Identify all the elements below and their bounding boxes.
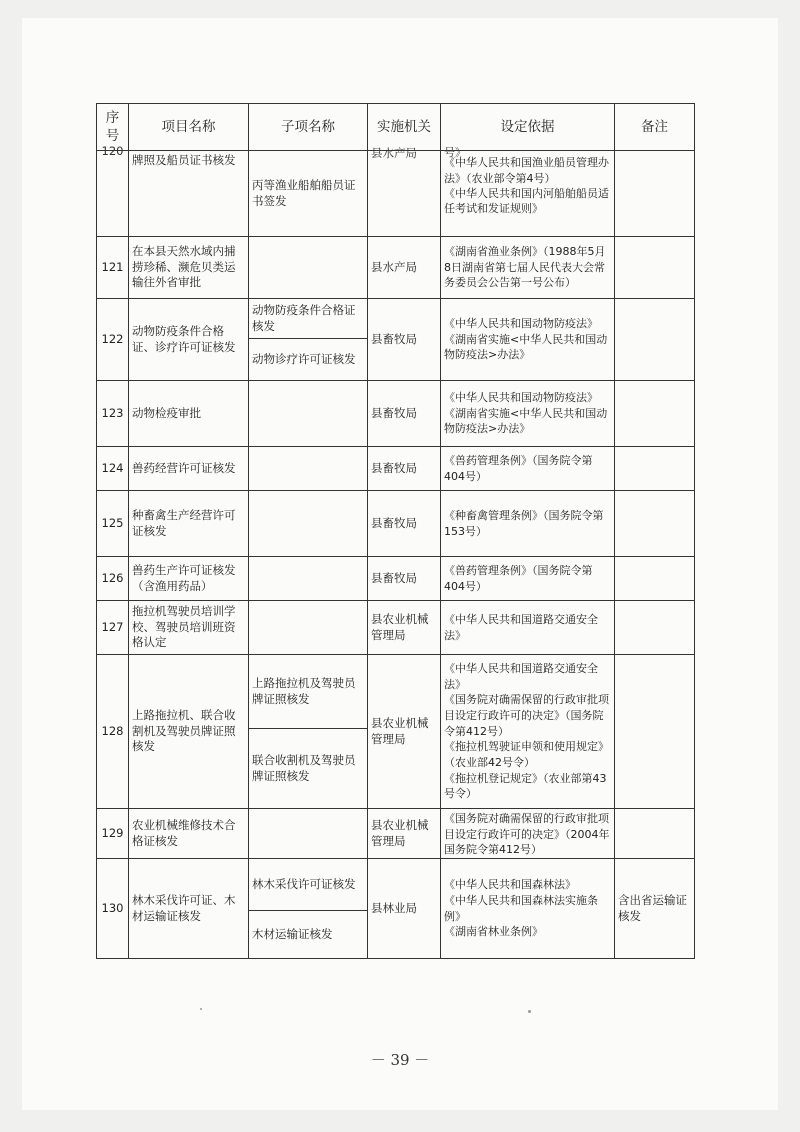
agency: 县畜牧局 bbox=[368, 299, 441, 381]
scan-speck bbox=[528, 1010, 531, 1013]
table-row bbox=[97, 601, 695, 655]
table-row bbox=[97, 151, 695, 237]
legal-basis: 《中华人民共和国道路交通安全法》 bbox=[441, 601, 615, 655]
legal-basis bbox=[441, 655, 615, 809]
table-row bbox=[97, 299, 695, 339]
item-name: 兽药经营许可证核发 bbox=[129, 447, 249, 491]
item-name: 动物防疫条件合格证、诊疗许可证核发 bbox=[129, 299, 249, 381]
header-item-name: 项目名称 bbox=[129, 104, 249, 151]
page-number: － 39 － bbox=[370, 1051, 430, 1069]
table-row bbox=[97, 859, 695, 911]
note bbox=[615, 491, 695, 557]
table-row bbox=[97, 809, 695, 859]
basis-line: 《国务院对确需保留的行政审批项目设定行政许可的决定》（国务院令第412号） bbox=[444, 693, 609, 738]
row-number: 120 bbox=[101, 144, 124, 158]
basis-text: 《国务院对确需保留的行政审批项目设定行政许可的决定》（2004年国务院令第412号） bbox=[444, 812, 610, 857]
sub-item-name bbox=[249, 491, 368, 557]
row-number: 128 bbox=[97, 655, 129, 809]
sub-item-name bbox=[249, 381, 368, 447]
table-row bbox=[97, 655, 695, 729]
agency: 县畜牧局 bbox=[368, 491, 441, 557]
note bbox=[615, 557, 695, 601]
table-row bbox=[97, 381, 695, 447]
row-number: 123 bbox=[97, 381, 129, 447]
header-basis: 设定依据 bbox=[441, 104, 615, 151]
basis-line: 《湖南省实施<中华人民共和国动物防疫法>办法》 bbox=[444, 332, 608, 362]
note bbox=[615, 655, 695, 809]
agency: 县水产局 bbox=[368, 237, 441, 299]
legal-basis: 《兽药管理条例》（国务院令第404号） bbox=[441, 557, 615, 601]
legal-basis bbox=[441, 381, 615, 447]
sub-item-name bbox=[249, 601, 368, 655]
agency: 县畜牧局 bbox=[368, 557, 441, 601]
note bbox=[615, 381, 695, 447]
sub-item-name: 上路拖拉机及驾驶员牌证照核发 bbox=[249, 655, 368, 729]
basis-line: 《拖拉机登记规定》（农业部第43号令） bbox=[444, 771, 607, 801]
basis-line: 《中华人民共和国动物防疫法》 bbox=[444, 391, 598, 405]
basis-line: 《中华人民共和国动物防疫法》 bbox=[444, 317, 598, 331]
basis-line: 《中华人民共和国森林法》 bbox=[444, 878, 576, 892]
row-number: 121 bbox=[97, 237, 129, 299]
legal-basis: 《湖南省渔业条例》（1988年5月8日湖南省第七届人民代表大会常务委员会公告第一号公布） bbox=[441, 237, 615, 299]
item-name: 在本县天然水域内捕捞珍稀、濒危贝类运输往外省审批 bbox=[129, 237, 249, 299]
note bbox=[615, 447, 695, 491]
sub-item-name bbox=[249, 237, 368, 299]
legal-basis: 《兽药管理条例》（国务院令第404号） bbox=[441, 447, 615, 491]
sub-item-name: 丙等渔业船舶船员证书签发 bbox=[249, 151, 368, 237]
basis-line: 《中华人民共和国渔业船员管理办法》（农业部令第4号） bbox=[444, 156, 609, 185]
basis-line: 《湖南省实施<中华人民共和国动物防疫法>办法》 bbox=[444, 406, 608, 436]
legal-basis bbox=[441, 859, 615, 959]
sub-item-name: 林木采伐许可证核发 bbox=[249, 859, 368, 911]
table-header-row bbox=[97, 104, 695, 151]
note: 含出省运输证核发 bbox=[615, 859, 695, 959]
basis-line: 《拖拉机驾驶证申领和使用规定》（农业部42号令） bbox=[444, 740, 609, 769]
table-row bbox=[97, 447, 695, 491]
item-name: 拖拉机驾驶员培训学校、驾驶员培训班资格认定 bbox=[129, 601, 249, 655]
row-number: 125 bbox=[97, 491, 129, 557]
legal-basis bbox=[441, 299, 615, 381]
header-sub-item: 子项名称 bbox=[249, 104, 368, 151]
item-name: 动物检疫审批 bbox=[129, 381, 249, 447]
table-row bbox=[97, 557, 695, 601]
item-name: 兽药生产许可证核发（含渔用药品） bbox=[129, 557, 249, 601]
table-row bbox=[97, 491, 695, 557]
item-name: 牌照及船员证书核发 bbox=[129, 151, 249, 237]
sub-item-name: 动物诊疗许可证核发 bbox=[249, 339, 368, 381]
basis-line: 《中华人民共和国内河船舶船员适任考试和发证规则》 bbox=[444, 187, 609, 216]
agency: 县畜牧局 bbox=[368, 381, 441, 447]
agency: 县林业局 bbox=[368, 859, 441, 959]
header-agency: 实施机关 bbox=[368, 104, 441, 151]
table-row bbox=[97, 237, 695, 299]
row-number: 129 bbox=[97, 809, 129, 859]
note bbox=[615, 809, 695, 859]
agency: 县农业机械管理局 bbox=[368, 655, 441, 809]
item-name: 林木采伐许可证、木材运输证核发 bbox=[129, 859, 249, 959]
item-name: 农业机械维修技术合格证核发 bbox=[129, 809, 249, 859]
item-name: 种畜禽生产经营许可证核发 bbox=[129, 491, 249, 557]
basis-line: 《中华人民共和国道路交通安全法》 bbox=[444, 662, 598, 691]
legal-basis bbox=[441, 146, 615, 237]
sub-item-name: 动物防疫条件合格证核发 bbox=[249, 299, 368, 339]
sub-item-name bbox=[249, 557, 368, 601]
row-number: 130 bbox=[97, 859, 129, 959]
basis-line: 《中华人民共和国森林法实施条例》 bbox=[444, 893, 598, 923]
scan-speck bbox=[200, 1008, 202, 1010]
note bbox=[615, 151, 695, 237]
note bbox=[615, 601, 695, 655]
note bbox=[615, 299, 695, 381]
sub-item-name bbox=[249, 809, 368, 859]
header-note: 备注 bbox=[615, 104, 695, 151]
row-number: 124 bbox=[97, 447, 129, 491]
sub-item-name: 联合收割机及驾驶员牌证照核发 bbox=[249, 729, 368, 809]
note bbox=[615, 237, 695, 299]
legal-basis bbox=[441, 809, 615, 859]
row-number: 127 bbox=[97, 601, 129, 655]
basis-line: 《湖南省林业条例》 bbox=[444, 925, 543, 939]
row-number: 126 bbox=[97, 557, 129, 601]
sub-item-name: 木材运输证核发 bbox=[249, 911, 368, 959]
header-seq: 序号 bbox=[97, 104, 129, 151]
agency: 县畜牧局 bbox=[368, 447, 441, 491]
basis-line: 号》 bbox=[444, 146, 466, 159]
approval-items-table bbox=[96, 103, 695, 959]
agency: 县农业机械管理局 bbox=[368, 809, 441, 859]
agency: 县水产局 bbox=[371, 146, 417, 160]
row-number: 122 bbox=[97, 299, 129, 381]
legal-basis: 《种畜禽管理条例》（国务院令第153号） bbox=[441, 491, 615, 557]
sub-item-name bbox=[249, 447, 368, 491]
agency: 县农业机械管理局 bbox=[368, 601, 441, 655]
item-name: 上路拖拉机、联合收割机及驾驶员牌证照核发 bbox=[129, 655, 249, 809]
